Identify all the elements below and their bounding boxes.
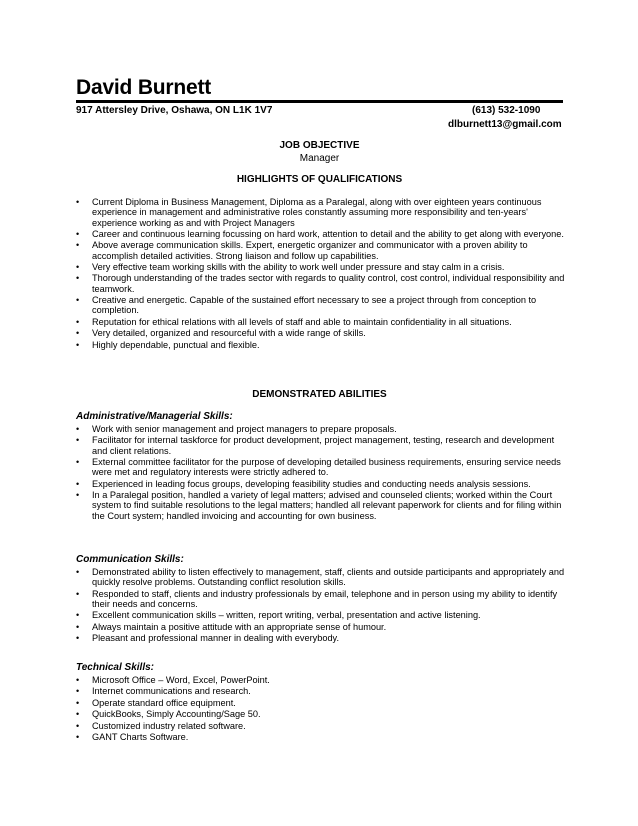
list-item-text: Always maintain a positive attitude with an appropriate sense of humour. [92, 621, 387, 632]
list-item-text: Very effective team working skills with the ability to work well under pressure and stay calm in a crisis. [92, 262, 505, 273]
phone-number: (613) 532-1090 [472, 105, 541, 116]
bullet: • [76, 675, 80, 685]
list-item-text: Operate standard office equipment. [92, 697, 236, 708]
list-item-text: Demonstrated ability to listen effectively to management, staff, clients and outside participants and appropriately and quickly resolve problems. Outstanding conflict resolution skills. [92, 567, 565, 588]
list-item-text: Microsoft Office – Word, Excel, PowerPoint. [92, 675, 270, 685]
list-item [76, 229, 566, 239]
bullet: • [76, 490, 80, 501]
bullet: • [76, 720, 80, 731]
qualifications-list [76, 197, 566, 351]
list-item [76, 479, 566, 489]
list-item [76, 424, 566, 434]
list-item [76, 490, 566, 521]
list-item-text: Thorough understanding of the trades sector with regards to quality control, cost control, individual responsibility and teamwork. [92, 273, 565, 294]
bullet: • [76, 709, 80, 720]
address: 917 Attersley Drive, Oshawa, ON L1K 1V7 [76, 105, 273, 116]
list-item-text: QuickBooks, Simply Accounting/Sage 50. [92, 709, 261, 720]
bullet: • [76, 228, 80, 239]
email-address: dlburnett13@gmail.com [448, 119, 562, 130]
abilities-heading: DEMONSTRATED ABILITIES [252, 389, 387, 400]
list-item [76, 240, 566, 261]
header-rule [76, 100, 563, 103]
bullet: • [76, 610, 80, 621]
list-item-text: Excellent communication skills – written, report writing, verbal, presentation and active listening. [92, 610, 481, 621]
list-item [76, 589, 566, 610]
objective-value: Manager [299, 153, 340, 164]
bullet: • [76, 295, 80, 306]
bullet: • [76, 731, 80, 742]
bullet: • [76, 435, 80, 446]
list-item-text: GANT Charts Software. [92, 731, 189, 742]
list-item-text: External committee facilitator for the purpose of developing detailed business requirements, ensuring service needs were met and regulatory interests were strictly adhered to. [92, 457, 561, 478]
list-item [76, 273, 566, 294]
list-item [76, 457, 566, 478]
bullet: • [76, 339, 80, 350]
list-item [76, 721, 566, 731]
list-item-text: Very detailed, organized and resourceful with a wide range of skills. [92, 328, 366, 339]
bullet: • [76, 262, 80, 273]
list-item-text: Reputation for ethical relations with all levels of staff and able to maintain confidentiality in all situations. [92, 316, 512, 327]
candidate-name: David Burnett [76, 76, 212, 99]
bullet: • [76, 633, 80, 644]
bullet: • [76, 328, 80, 339]
bullet: • [76, 588, 80, 599]
communication-skills-heading: Communication Skills: [76, 554, 184, 565]
list-item-text: Highly dependable, punctual and flexible. [92, 339, 260, 350]
list-item-text: Current Diploma in Business Management, Diploma as a Paralegal, along with over eighteen years continuous experience in management and administrative roles constantly assuming more responsibility and ten-years' experience working as and with Project Managers [92, 197, 542, 228]
bullet: • [76, 478, 80, 489]
bullet: • [76, 697, 80, 708]
list-item [76, 317, 566, 327]
bullet: • [76, 686, 80, 697]
list-item-text: Career and continuous learning focussing on hard work, attention to detail and the ability to get along with everyone. [92, 228, 564, 239]
list-item [76, 686, 566, 696]
technical-skills-heading: Technical Skills: [76, 662, 154, 673]
list-item-text: Work with senior management and project managers to prepare proposals. [92, 424, 397, 434]
communication-skills-list [76, 567, 566, 645]
list-item [76, 675, 566, 685]
bullet: • [76, 240, 80, 251]
bullet: • [76, 621, 80, 632]
admin-skills-heading: Administrative/Managerial Skills: [76, 411, 233, 422]
bullet: • [76, 457, 80, 468]
list-item [76, 328, 566, 338]
list-item-text: Internet communications and research. [92, 686, 251, 697]
bullet: • [76, 424, 80, 434]
bullet: • [76, 197, 80, 207]
list-item-text: Experienced in leading focus groups, developing feasibility studies and conducting needs analysis sessions. [92, 478, 531, 489]
list-item [76, 732, 566, 742]
bullet: • [76, 273, 80, 284]
list-item-text: Pleasant and professional manner in dealing with everybody. [92, 633, 340, 644]
list-item-text: Facilitator for internal taskforce for product development, project management, testing, research and development and client relations. [92, 435, 555, 456]
list-item [76, 567, 566, 588]
list-item [76, 340, 566, 350]
bullet: • [76, 316, 80, 327]
list-item [76, 633, 566, 643]
list-item [76, 262, 566, 272]
list-item-text: Above average communication skills. Expert, energetic organizer and communicator with a proven ability to accomplish detailed activities. Strong liaison and follow up capabilities. [92, 240, 528, 261]
list-item [76, 435, 566, 456]
list-item [76, 295, 566, 316]
list-item [76, 698, 566, 708]
admin-skills-list [76, 424, 566, 522]
list-item-text: Creative and energetic. Capable of the sustained effort necessary to see a project through from conception to completion. [92, 295, 537, 316]
bullet: • [76, 567, 80, 577]
list-item-text: Responded to staff, clients and industry professionals by email, telephone and in person using my ability to identify their needs and concerns. [92, 588, 558, 609]
list-item-text: In a Paralegal position, handled a variety of legal matters; advised and counseled clients; worked within the Court system to find suitable resolutions to the legal matters; handled all relevant paperwork for clients and for filing within the Court system; handled invoicing and accounting for own business. [92, 490, 562, 521]
list-item [76, 610, 566, 620]
list-item [76, 622, 566, 632]
list-item [76, 197, 566, 228]
technical-skills-list [76, 675, 566, 743]
list-item [76, 709, 566, 719]
qualifications-heading: HIGHLIGHTS OF QUALIFICATIONS [236, 174, 403, 185]
objective-heading: JOB OBJECTIVE [279, 140, 360, 151]
list-item-text: Customized industry related software. [92, 720, 246, 731]
